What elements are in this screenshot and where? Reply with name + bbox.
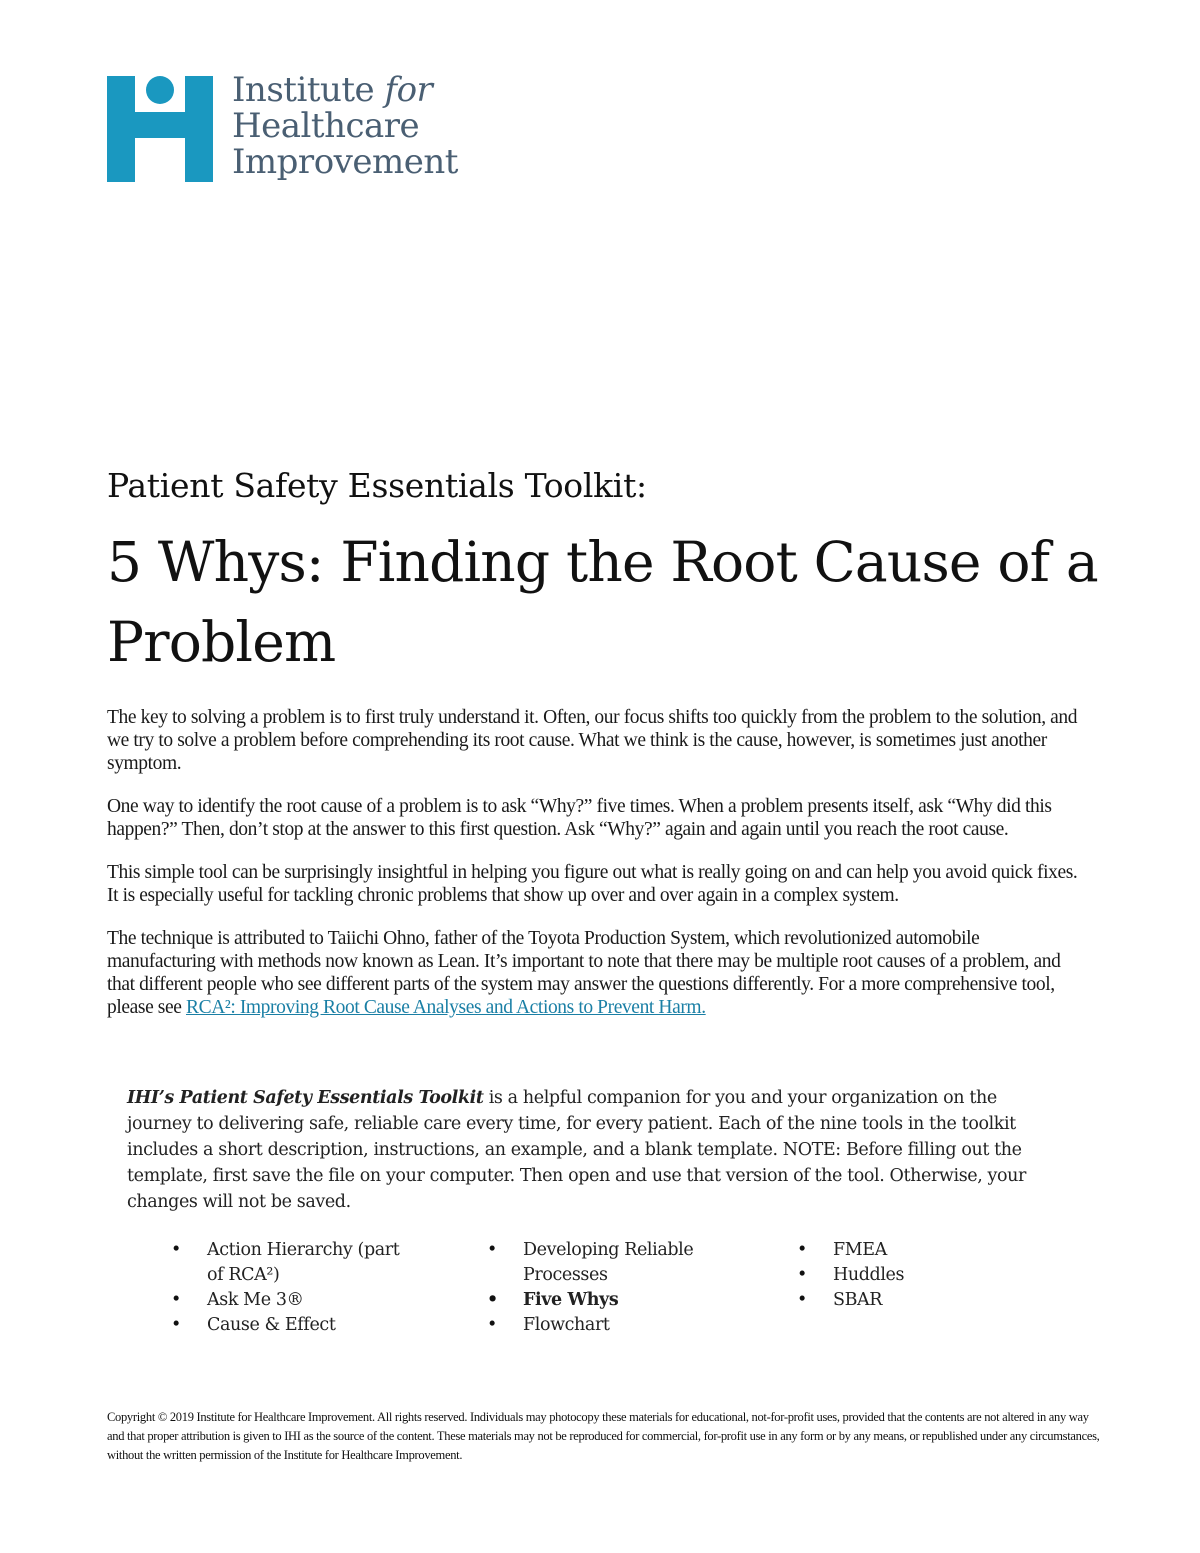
ihi-logo bbox=[107, 70, 458, 186]
list-item: • Developing Reliable Processes bbox=[487, 1238, 717, 1288]
list-item: • Action Hierarchy (part of RCA²) bbox=[171, 1238, 401, 1288]
list-item: • FMEA bbox=[797, 1238, 997, 1263]
tool-list-column-1 bbox=[171, 1238, 401, 1338]
document-subtitle: Patient Safety Essentials Toolkit: bbox=[107, 466, 647, 505]
logo-word-healthcare: Healthcare bbox=[232, 106, 420, 146]
toolkit-name: IHI’s Patient Safety Essentials Toolkit bbox=[127, 1088, 484, 1108]
toolkit-intro bbox=[127, 1085, 1037, 1215]
paragraph: This simple tool can be surprisingly insightful in helping you figure out what is really going on and can help you avoid quick fixes. It is especially useful for tackling chronic problems that show up over and over again in a complex system. bbox=[107, 862, 1078, 906]
copyright-notice: Copyright © 2019 Institute for Healthcare Improvement. All rights reserved. Individuals may photocopy these materials for educational, not-for-profit uses, provided that the contents are not altered in any way and that proper attribution is given to IHI as the source of the content. These materials may not be reproduced for commercial, for-profit use in any form or by any means, or republished under any circumstances, without the written permission of the Institute for Healthcare Improvement. bbox=[107, 1410, 1100, 1462]
list-item-current-tool: • Five Whys bbox=[487, 1288, 717, 1313]
logo-wordmark bbox=[232, 72, 458, 180]
list-item: • Huddles bbox=[797, 1263, 997, 1288]
logo-word-institute: Institute bbox=[232, 70, 375, 110]
paragraph-technique-text: The technique is attributed to Taiichi Ohno, father of the Toyota Production System, which revolutionized automobile manufacturing with methods now known as Lean. It’s important to note that there may be multiple root causes of a problem, and that different people who see different parts of the system may answer the questions differently. For a more comprehensive tool, please see bbox=[107, 928, 1061, 1018]
logo-word-improvement: Improvement bbox=[232, 142, 458, 182]
toolkit-intro-text: is a helpful companion for you and your organization on the journey to delivering safe, reliable care every time, for every patient. Each of the nine tools in the toolkit includes a short description, instructions, an example, and a blank template. NOTE: Before filling out the template, first save the file on your computer. Then open and use that version of the tool. Otherwise, your changes will not be saved. bbox=[127, 1088, 1027, 1212]
list-item: • SBAR bbox=[797, 1288, 997, 1313]
tool-list-column-3 bbox=[797, 1238, 997, 1313]
paragraph-technique bbox=[107, 927, 1087, 1019]
ihi-logo-mark-icon bbox=[107, 76, 213, 182]
tool-list-column-2 bbox=[487, 1238, 717, 1338]
logo-word-for: for bbox=[384, 70, 433, 110]
paragraph: One way to identify the root cause of a problem is to ask “Why?” five times. When a problem presents itself, ask “Why did this happen?” Then, don’t stop at the answer to this first question. Ask “Why?” again and again until you reach the root cause. bbox=[107, 796, 1052, 840]
list-item: • Flowchart bbox=[487, 1313, 717, 1338]
paragraph: The key to solving a problem is to first truly understand it. Often, our focus shifts too quickly from the problem to the solution, and we try to solve a problem before comprehending its root cause. What we think is the cause, however, is sometimes just another symptom. bbox=[107, 707, 1078, 774]
document-title: 5 Whys: Finding the Root Cause of a Problem bbox=[107, 530, 1098, 674]
rca2-link[interactable]: RCA²: Improving Root Cause Analyses and Actions to Prevent Harm. bbox=[185, 997, 706, 1018]
list-item: • Ask Me 3® bbox=[171, 1288, 401, 1313]
list-item: • Cause & Effect bbox=[171, 1313, 401, 1338]
body-text bbox=[107, 706, 1087, 1039]
